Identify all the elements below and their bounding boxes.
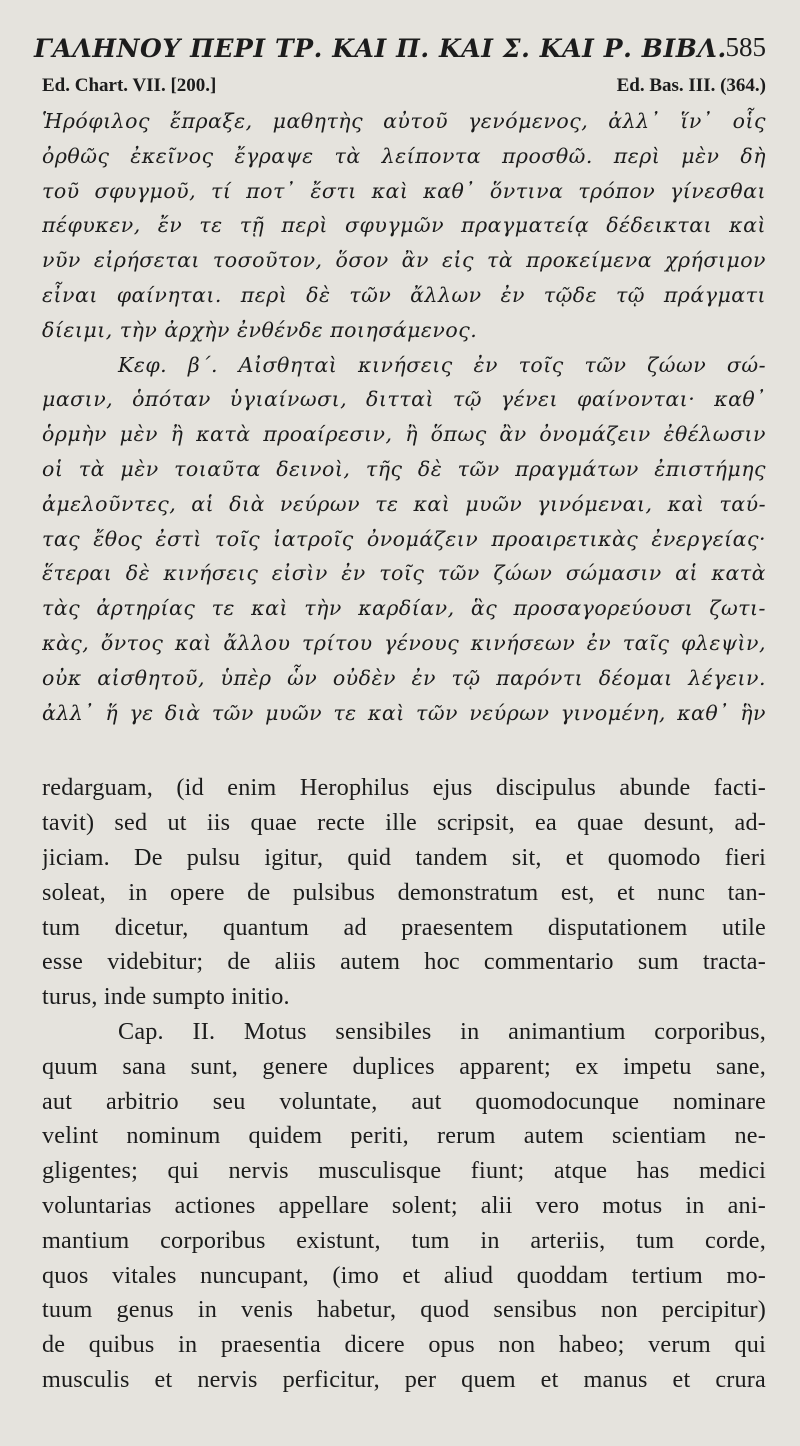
greek-line: νῦν εἰρήσεται τοσοῦτον, ὅσον ἂν εἰς τὰ προκείμενα χρήσιμον xyxy=(42,248,766,273)
greek-line: ἀμελοῦντες, αἱ διὰ νεύρων τε καὶ μυῶν γινόμεναι, καὶ ταύ- xyxy=(42,491,766,516)
greek-line: τας ἔθος ἐστὶ τοῖς ἰατροῖς ὀνομάζειν προαιρετικὰς ἐνεργείας· xyxy=(42,526,766,551)
greek-line: ἕτεραι δὲ κινήσεις εἰσὶν ἐν τοῖς τῶν ζώων σώμασιν αἱ κατὰ xyxy=(42,561,766,586)
running-head-title: ΓΑΛΗΝΟΥ ΠΕΡΙ ΤΡ. ΚΑΙ Π. ΚΑΙ Σ. ΚΑΙ Ρ. ΒΙΒΛ. xyxy=(34,34,727,63)
column-gap xyxy=(42,730,766,771)
greek-line: Ἡρόφιλος ἔπραξε, μαθητὴς αὐτοῦ γενόμενος, ἀλλ᾽ ἵν᾽ οἷς xyxy=(42,109,766,133)
page-number: 585 xyxy=(725,32,766,62)
greek-chapter-heading-line: Κεφ. β΄. Αἰσθηταὶ κινήσεις ἐν τοῖς τῶν ζώων σώ- xyxy=(118,352,766,377)
edition-reference-line xyxy=(42,70,766,100)
running-head xyxy=(34,30,766,70)
edition-reference-basel: Ed. Bas. III. (364.) xyxy=(616,75,766,96)
greek-line: μασιν, ὁπόταν ὑγιαίνωσι, διτταὶ τῷ γένει φαίνονται· καθ᾽ xyxy=(42,387,766,412)
latin-chapter-heading-line: Cap. II. Motus sensibiles in animantium corporibus, xyxy=(118,1017,766,1045)
latin-line: musculis et nervis perficitur, per quem et manus et crura xyxy=(42,1365,766,1393)
latin-line: redarguam, (id enim Herophilus ejus discipulus abunde facti- xyxy=(42,774,766,802)
latin-line: esse videbitur; de aliis autem hoc commentario sum tracta- xyxy=(42,948,766,976)
latin-line: de quibus in praesentia dicere opus non habeo; verum qui xyxy=(42,1331,766,1359)
greek-line: ὀρθῶς ἐκεῖνος ἔγραψε τὰ λείποντα προσθῶ. περὶ μὲν δὴ xyxy=(42,143,766,168)
latin-line: quum sana sunt, genere duplices apparent; ex impetu sane, xyxy=(42,1052,766,1080)
latin-line: gligentes; qui nervis musculisque fiunt; atque has medici xyxy=(42,1157,766,1185)
greek-line: εἶναι φαίνηται. περὶ δὲ τῶν ἄλλων ἐν τῷδε τῷ πράγματι xyxy=(42,282,766,307)
latin-line: tavit) sed ut iis quae recte ille scripsit, ea quae desunt, ad- xyxy=(42,809,766,837)
latin-line: aut arbitrio seu voluntate, aut quomodocunque nominare xyxy=(42,1087,766,1115)
latin-line: mantium corporibus existunt, tum in arteriis, tum corde, xyxy=(42,1226,766,1254)
latin-line: tuum genus in venis habetur, quod sensibus non percipitur) xyxy=(42,1296,766,1324)
greek-text-block xyxy=(42,104,766,730)
greek-line: οὐκ αἰσθητοῦ, ὑπὲρ ὧν οὐδὲν ἐν τῷ παρόντι δέομαι λέγειν. xyxy=(42,665,766,690)
latin-line: jiciam. De pulsu igitur, quid tandem sit, et quomodo fieri xyxy=(42,843,766,871)
greek-line: οἱ τὰ μὲν τοιαῦτα δεινοὶ, τῆς δὲ τῶν πραγμάτων ἐπιστήμης xyxy=(42,456,766,481)
latin-line: tum dicetur, quantum ad praesentem disputationem utile xyxy=(42,913,766,941)
latin-line: velint nominum quidem periti, rerum autem scientiam ne- xyxy=(42,1122,766,1150)
latin-line: turus, inde sumpto initio. xyxy=(42,983,290,1011)
latin-line: soleat, in opere de pulsibus demonstratum est, et nunc tan- xyxy=(42,878,766,906)
greek-line: ὁρμὴν μὲν ἢ κατὰ προαίρεσιν, ἢ ὅπως ἂν ὀνομάζειν ἐθέλωσιν xyxy=(42,422,766,447)
greek-line: τοῦ σφυγμοῦ, τί ποτ᾽ ἔστι καὶ καθ᾽ ὅντινα τρόπον γίνεσθαι xyxy=(42,178,766,203)
greek-line: ἀλλ᾽ ἥ γε διὰ τῶν μυῶν τε καὶ τῶν νεύρων γινομένη, καθ᾽ ἣν xyxy=(42,700,766,725)
edition-reference-chartier: Ed. Chart. VII. [200.] xyxy=(42,75,217,96)
greek-line: τὰς ἀρτηρίας τε καὶ τὴν καρδίαν, ἃς προσαγορεύουσι ζωτι- xyxy=(42,596,766,621)
greek-line: δίειμι, τὴν ἀρχὴν ἐνθένδε ποιησάμενος. xyxy=(42,317,478,342)
latin-line: voluntarias actiones appellare solent; alii vero motus in ani- xyxy=(42,1191,766,1219)
greek-line: πέφυκεν, ἔν τε τῇ περὶ σφυγμῶν πραγματείᾳ δέδεικται καὶ xyxy=(42,213,766,238)
latin-text-block xyxy=(42,771,766,1397)
latin-line: quos vitales nuncupant, (imo et aliud quoddam tertium mo- xyxy=(42,1261,766,1289)
greek-line: κὰς, ὄντος καὶ ἄλλου τρίτου γένους κινήσεων ἐν ταῖς φλεψὶν, xyxy=(42,630,766,655)
